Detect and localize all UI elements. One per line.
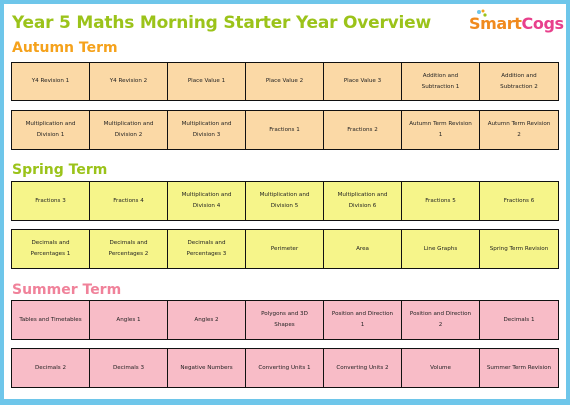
lesson-cell: Fractions 6: [480, 182, 558, 220]
lesson-cell: Angles 1: [90, 301, 168, 339]
logo-text-cogs: Cogs: [521, 14, 564, 33]
lesson-cell: Position and Direction 1: [324, 301, 402, 339]
lesson-cell: Decimals 3: [90, 349, 168, 387]
summer-row-1: [11, 300, 559, 340]
spring-term-heading: Spring Term: [12, 162, 108, 178]
lesson-cell: Autumn Term Revision 2: [480, 111, 558, 149]
lesson-cell: Multiplication and Division 4: [168, 182, 246, 220]
lesson-cell: Negative Numbers: [168, 349, 246, 387]
autumn-row-1: [11, 62, 559, 101]
lesson-cell: Spring Term Revision: [480, 230, 558, 268]
lesson-cell: Place Value 1: [168, 63, 246, 100]
lesson-cell: Fractions 5: [402, 182, 480, 220]
lesson-cell: Multiplication and Division 1: [12, 111, 90, 149]
lesson-cell: Volume: [402, 349, 480, 387]
lesson-cell: Multiplication and Division 3: [168, 111, 246, 149]
lesson-cell: Converting Units 2: [324, 349, 402, 387]
lesson-cell: Summer Term Revision: [480, 349, 558, 387]
lesson-cell: Area: [324, 230, 402, 268]
lesson-cell: Fractions 3: [12, 182, 90, 220]
lesson-cell: Polygons and 3D Shapes: [246, 301, 324, 339]
lesson-cell: Fractions 4: [90, 182, 168, 220]
lesson-cell: Decimals and Percentages 3: [168, 230, 246, 268]
lesson-cell: Addition and Subtraction 1: [402, 63, 480, 100]
page-title: Year 5 Maths Morning Starter Year Overview: [12, 13, 431, 33]
autumn-row-2: [11, 110, 559, 150]
lesson-cell: Fractions 2: [324, 111, 402, 149]
lesson-cell: Decimals 1: [480, 301, 558, 339]
spring-row-2: [11, 229, 559, 269]
logo-text-smart: Smart: [469, 14, 522, 33]
lesson-cell: Position and Direction 2: [402, 301, 480, 339]
summer-row-2: [11, 348, 559, 388]
lesson-cell: Multiplication and Division 2: [90, 111, 168, 149]
lesson-cell: Decimals 2: [12, 349, 90, 387]
lesson-cell: Angles 2: [168, 301, 246, 339]
lesson-cell: Multiplication and Division 6: [324, 182, 402, 220]
autumn-term-heading: Autumn Term: [12, 40, 118, 56]
spring-row-1: [11, 181, 559, 221]
lesson-cell: Converting Units 1: [246, 349, 324, 387]
smartcogs-logo: [469, 14, 564, 33]
lesson-cell: Line Graphs: [402, 230, 480, 268]
lesson-cell: Y4 Revision 2: [90, 63, 168, 100]
lesson-cell: Autumn Term Revision 1: [402, 111, 480, 149]
lesson-cell: Tables and Timetables: [12, 301, 90, 339]
lesson-cell: Place Value 2: [246, 63, 324, 100]
lesson-cell: Multiplication and Division 5: [246, 182, 324, 220]
lesson-cell: Decimals and Percentages 2: [90, 230, 168, 268]
lesson-cell: Place Value 3: [324, 63, 402, 100]
lesson-cell: Fractions 1: [246, 111, 324, 149]
lesson-cell: Addition and Subtraction 2: [480, 63, 558, 100]
lesson-cell: Perimeter: [246, 230, 324, 268]
lesson-cell: Decimals and Percentages 1: [12, 230, 90, 268]
summer-term-heading: Summer Term: [12, 282, 122, 298]
lesson-cell: Y4 Revision 1: [12, 63, 90, 100]
